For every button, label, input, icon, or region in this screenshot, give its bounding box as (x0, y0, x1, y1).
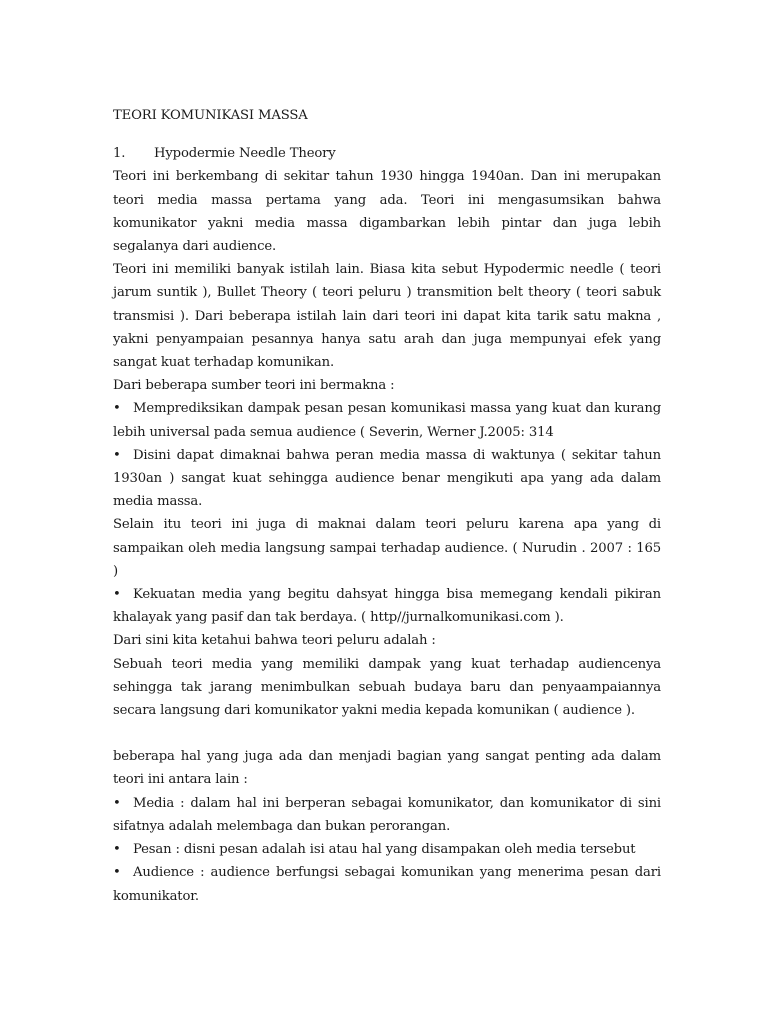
paragraph-intro: Teori ini berkembang di sekitar tahun 1930 hingga 1940an. Dan ini merupakan teori media massa pertama yang ada. Teori ini mengasumsikan bahwa komunikator yakni media massa digambarkan lebih pintar dan juga lebih segalanya dari audience. (113, 169, 661, 255)
bullet-mark: • (113, 401, 121, 417)
section-heading-text: Hypodermie Needle Theory (154, 146, 336, 162)
list-item (113, 838, 661, 861)
list-item (113, 792, 661, 838)
section-number: 1. (113, 146, 126, 162)
paragraph-elements-intro: beberapa hal yang juga ada dan menjadi bagian yang sangat penting ada dalam teori ini antara lain : (113, 749, 661, 788)
paragraph-terms: Teori ini memiliki banyak istilah lain. Biasa kita sebut Hypodermic needle ( teori jarum suntik ), Bullet Theory ( teori peluru ) transmition belt theory ( teori sabuk transmisi ). Dari beberapa istilah lain dari teori ini dapat kita tarik satu makna , yakni penyampaian pesannya hanya satu arah dan juga mempunyai efek yang sangat kuat terhadap komunikan. (113, 262, 661, 371)
bullet-text: Kekuatan media yang begitu dahsyat hingga bisa memegang kendali pikiran khalayak yang pasif dan tak berdaya. ( http//jurnalkomunikasi.com ). (113, 587, 661, 626)
paragraph-conclusion-intro: Dari sini kita ketahui bahwa teori peluru adalah : (113, 633, 436, 649)
list-item (113, 861, 661, 907)
list-item (113, 444, 661, 514)
document-page (113, 104, 661, 908)
bullet-text: Audience : audience berfungsi sebagai komunikan yang menerima pesan dari komunikator. (113, 865, 661, 904)
bullet-mark: • (113, 865, 121, 881)
bullet-mark: • (113, 795, 121, 811)
list-item (113, 583, 661, 629)
section-heading (113, 142, 661, 165)
list-item (113, 397, 661, 443)
paragraph-conclusion: Sebuah teori media yang memiliki dampak yang kuat terhadap audiencenya sehingga tak jarang menimbulkan sebuah budaya baru dan penyaampaiannya secara langsung dari komunikator yakni media kepada komunikan ( audience ). (113, 656, 661, 719)
blank-line (113, 722, 661, 745)
bullet-mark: • (113, 587, 121, 603)
bullet-text: Disini dapat dimaknai bahwa peran media massa di waktunya ( sekitar tahun 1930an ) sangat kuat sehingga audience benar mengikuti apa yang ada dalam media massa. (113, 447, 661, 510)
paragraph-bullet-theory: Selain itu teori ini juga di maknai dalam teori peluru karena apa yang di sampaikan oleh media langsung sampai terhadap audience. ( Nurudin . 2007 : 165 ) (113, 517, 661, 579)
bullet-mark: • (113, 842, 121, 858)
bullet-text: Media : dalam hal ini berperan sebagai komunikator, dan komunikator di sini sifatnya adalah melembaga dan bukan perorangan. (113, 795, 661, 834)
paragraph-sources-intro: Dari beberapa sumber teori ini bermakna : (113, 378, 395, 394)
bullet-text: Memprediksikan dampak pesan pesan komunikasi massa yang kuat dan kurang lebih universal pada semua audience ( Severin, Werner J.2005: 314 (113, 401, 661, 440)
document-title: TEORI KOMUNIKASI MASSA (113, 108, 308, 123)
bullet-mark: • (113, 447, 121, 463)
bullet-text: Pesan : disni pesan adalah isi atau hal yang disampakan oleh media tersebut (133, 842, 636, 858)
